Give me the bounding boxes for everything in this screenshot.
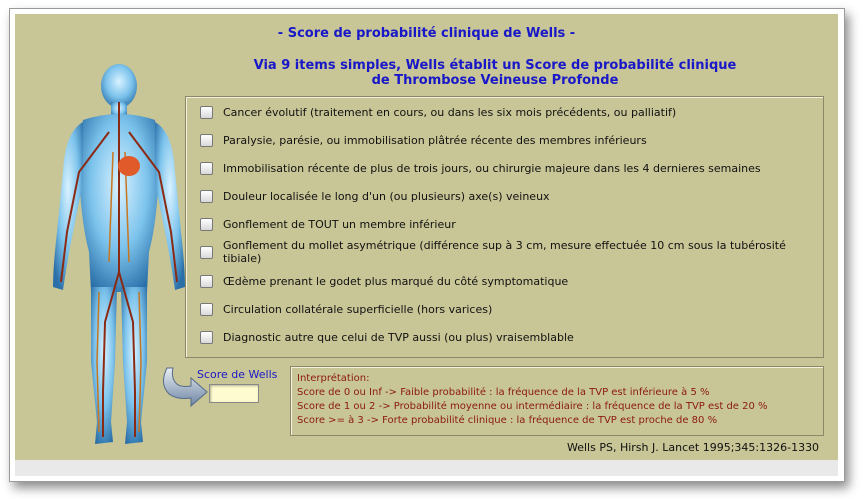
interpretation-line: Score de 1 ou 2 -> Probabilité moyenne ou intermédiaire : la fréquence de la TVP est de 20 % xyxy=(297,401,768,412)
subtitle-line-1: Via 9 items simples, Wells établit un Score de probabilité clinique xyxy=(253,58,737,73)
score-field[interactable] xyxy=(209,384,259,403)
interpretation-heading: Interprétation: xyxy=(297,373,370,384)
reference-citation: Wells PS, Hirsh J. Lancet 1995;345:1326-1330 xyxy=(567,441,820,454)
criterion-label: Cancer évolutif (traitement en cours, ou dans les six mois précédents, ou palliatif) xyxy=(223,105,677,119)
criteria-list xyxy=(185,96,824,358)
criterion-label: Douleur localisée le long d'un (ou plusieurs) axe(s) veineux xyxy=(223,189,550,203)
criterion-gonflement-membre[interactable] xyxy=(200,215,456,233)
checkbox[interactable] xyxy=(200,134,213,147)
criterion-label: Immobilisation récente de plus de trois jours, ou chirurgie majeure dans les 4 dernieres semaines xyxy=(223,161,761,175)
window-bottom-strip xyxy=(15,460,838,476)
interpretation-box xyxy=(290,366,824,436)
checkbox[interactable] xyxy=(200,246,213,259)
criterion-label: Diagnostic autre que celui de TVP aussi (ou plus) vraisemblable xyxy=(223,330,574,344)
checkbox[interactable] xyxy=(200,218,213,231)
checkbox[interactable] xyxy=(200,275,213,288)
criterion-label: Gonflement de TOUT un membre inférieur xyxy=(223,217,456,231)
checkbox[interactable] xyxy=(200,162,213,175)
main-panel xyxy=(15,14,838,460)
page-title: - Score de probabilité clinique de Wells - xyxy=(277,26,576,41)
criterion-immobilisation[interactable] xyxy=(200,159,761,177)
criterion-label: Paralysie, parésie, ou immobilisation plâtrée récente des membres inférieurs xyxy=(223,133,647,147)
criterion-cancer[interactable] xyxy=(200,103,676,121)
interpretation-line: Score >= à 3 -> Forte probabilité clinique : la fréquence de TVP est proche de 80 % xyxy=(297,415,718,426)
checkbox[interactable] xyxy=(200,190,213,203)
score-label: Score de Wells xyxy=(197,368,278,381)
criterion-label: Gonflement du mollet asymétrique (différence sup à 3 cm, mesure effectuée 10 cm sous la tubérosité tibiale) xyxy=(223,239,786,265)
criterion-oedeme[interactable] xyxy=(200,272,568,290)
checkbox[interactable] xyxy=(200,303,213,316)
criterion-paralysie[interactable] xyxy=(200,131,647,149)
interpretation-line: Score de 0 ou Inf -> Faible probabilité : la fréquence de la TVP est inférieure à 5 % xyxy=(297,387,710,398)
criterion-douleur[interactable] xyxy=(200,187,550,205)
criterion-label: Circulation collatérale superficielle (hors varices) xyxy=(223,302,493,316)
app-window xyxy=(9,8,845,482)
checkbox[interactable] xyxy=(200,331,213,344)
criterion-circulation[interactable] xyxy=(200,300,492,318)
page-subtitle xyxy=(245,58,745,88)
criterion-gonflement-mollet[interactable] xyxy=(200,239,823,265)
criterion-label: Œdème prenant le godet plus marqué du côté symptomatique xyxy=(223,274,569,288)
subtitle-line-2: de Thrombose Veineuse Profonde xyxy=(371,73,619,88)
checkbox[interactable] xyxy=(200,106,213,119)
criterion-diagnostic-autre[interactable] xyxy=(200,328,574,346)
